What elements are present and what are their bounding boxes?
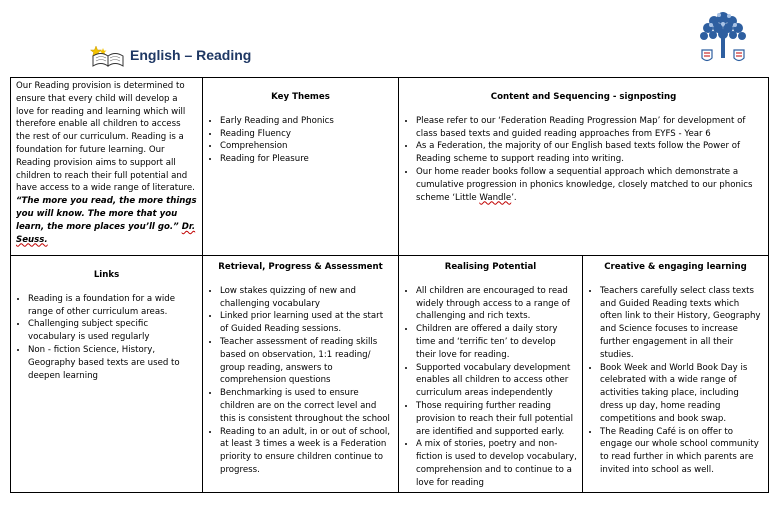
list-item: • Benchmarking is used to ensure children are on the correct level and this is consistent throughout the school xyxy=(220,387,393,425)
list-item: • Early Reading and Phonics xyxy=(220,115,393,128)
potential-list xyxy=(404,285,577,490)
creative-list xyxy=(588,285,763,477)
list-item: • Book Week and World Book Day is celebrated with a wide range of activities taking place, including dress up day, home reading competitions and book swap. xyxy=(600,362,763,426)
retrieval-list xyxy=(208,285,393,477)
school-tree-logo-icon xyxy=(694,6,752,66)
page-header xyxy=(88,40,251,70)
open-book-icon xyxy=(88,42,126,68)
quote-author: Dr. Seuss. xyxy=(16,221,196,245)
retrieval-cell xyxy=(203,256,399,493)
list-item: • Comprehension xyxy=(220,140,393,153)
list-item: • Supported vocabulary development enables all children to access other curriculum areas independently xyxy=(416,362,577,400)
links-list xyxy=(16,293,197,383)
content-list xyxy=(404,115,763,205)
intro-cell xyxy=(11,78,203,256)
creative-cell xyxy=(583,256,769,493)
creative-heading: Creative & engaging learning xyxy=(604,262,747,272)
links-cell xyxy=(11,256,203,493)
potential-cell xyxy=(399,256,583,493)
list-item: • All children are encouraged to read widely through access to a range of challenging and rich texts. xyxy=(416,285,577,323)
list-item: • Children are offered a daily story time and ‘terrific ten’ to develop their love for reading. xyxy=(416,323,577,361)
retrieval-heading: Retrieval, Progress & Assessment xyxy=(218,262,383,272)
list-item: • As a Federation, the majority of our English based texts follow the Power of Reading scheme to support reading into writing. xyxy=(416,140,763,166)
content-sequencing-cell xyxy=(399,78,769,256)
list-item: • A mix of stories, poetry and non-fiction is used to develop vocabulary, comprehension and to continue to a love for reading xyxy=(416,438,577,489)
list-item: • Reading Fluency xyxy=(220,128,393,141)
list-item: • Challenging subject specific vocabulary is used regularly xyxy=(28,318,197,344)
links-heading: Links xyxy=(93,270,120,280)
list-item: • Teachers carefully select class texts and Guided Reading texts which often link to their History, Geography and Science focuses to increase further engagement in all their studies. xyxy=(600,285,763,362)
intro-text: Our Reading provision is determined to ensure that every child will develop a love for reading and learning which will therefore enable all children to access the rest of our curriculum. Reading is a foundation for future learning. Our Reading provision aims to support all children to reach their full potential and have access to a wide range of literature. xyxy=(16,81,195,194)
list-item: • Low stakes quizzing of new and challenging vocabulary xyxy=(220,285,393,311)
list-item: • Our home reader books follow a sequential approach which demonstrate a cumulative progression in phonics knowledge, closely matched to our phonics scheme ‘Little Wandle’. xyxy=(416,166,763,204)
key-themes-cell xyxy=(203,78,399,256)
list-item: • Please refer to our ‘Federation Reading Progression Map’ for development of class based texts and guided reading approaches from EYFS - Year 6 xyxy=(416,115,763,141)
list-item: • Reading is a foundation for a wide range of other curriculum areas. xyxy=(28,293,197,319)
list-item: • The Reading Café is on offer to engage our whole school community to read further in which parents are invited into school as well. xyxy=(600,426,763,477)
key-themes-heading: Key Themes xyxy=(271,92,330,102)
list-item: • Teacher assessment of reading skills based on observation, 1:1 reading/ group reading, answers to comprehension questions xyxy=(220,336,393,387)
list-item: • Non - fiction Science, History, Geography based texts are used to deepen learning xyxy=(28,344,197,382)
list-item: • Linked prior learning used at the start of Guided Reading sessions. xyxy=(220,310,393,336)
reading-quote: “The more you read, the more things you will know. The more that you learn, the more places you’ll go.” Dr. Seuss. xyxy=(16,196,197,245)
list-item: • Reading to an adult, in or out of school, at least 3 times a week is a Federation priority to ensure children continue to progress. xyxy=(220,426,393,477)
list-item: • Those requiring further reading provision to reach their full potential are identified and supported early. xyxy=(416,400,577,438)
potential-heading: Realising Potential xyxy=(444,262,537,272)
key-themes-list xyxy=(208,115,393,166)
reading-overview-table xyxy=(10,77,769,493)
content-heading: Content and Sequencing - signposting xyxy=(490,92,677,102)
list-item: • Reading for Pleasure xyxy=(220,153,393,166)
page-title: English – Reading xyxy=(130,47,252,63)
